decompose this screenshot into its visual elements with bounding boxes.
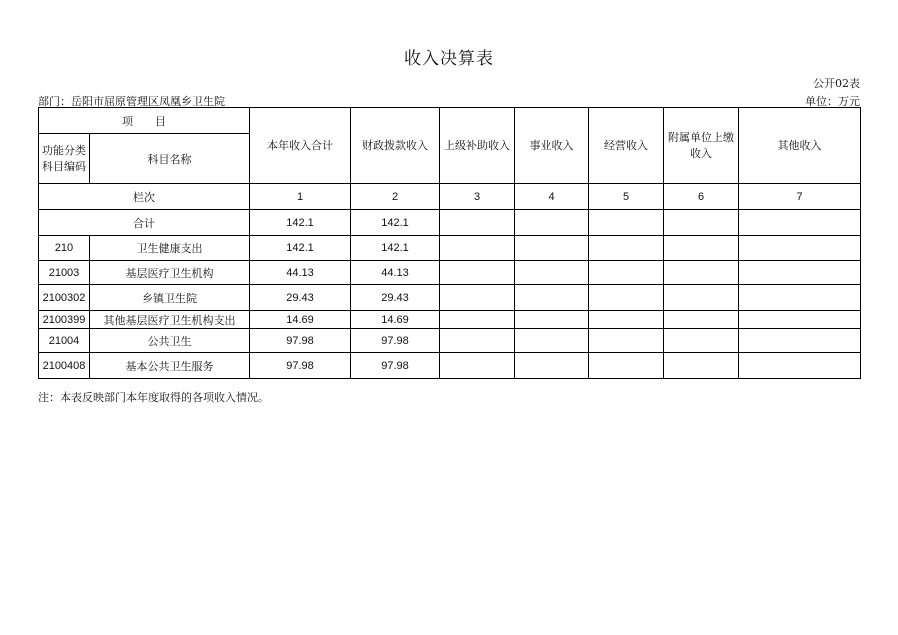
page-title: 收入决算表 (404, 49, 494, 69)
income-value: 14.69 (250, 311, 351, 329)
income-value: 29.43 (351, 285, 440, 311)
table-row (39, 261, 861, 285)
income-value (515, 261, 589, 285)
column-number: 5 (589, 184, 664, 210)
income-value (440, 236, 515, 261)
column-number: 4 (515, 184, 589, 210)
total-value: 142.1 (351, 210, 440, 236)
income-value (440, 285, 515, 311)
subject-name: 基层医疗卫生机构 (90, 261, 250, 285)
col-header: 经营收入 (589, 108, 664, 184)
subject-code: 2100302 (39, 285, 90, 311)
income-value (664, 285, 739, 311)
income-value (515, 285, 589, 311)
total-value (515, 210, 589, 236)
subject-name: 基本公共卫生服务 (90, 353, 250, 379)
col-header: 附属单位上缴收入 (664, 108, 739, 184)
income-value (440, 329, 515, 353)
income-value: 14.69 (351, 311, 440, 329)
subject-name: 乡镇卫生院 (90, 285, 250, 311)
income-final-accounts-table (38, 107, 861, 379)
income-value: 97.98 (351, 329, 440, 353)
income-value (664, 329, 739, 353)
total-value (739, 210, 861, 236)
income-value (589, 311, 664, 329)
table-row (39, 329, 861, 353)
income-value (515, 353, 589, 379)
item-header: 项 目 (39, 108, 250, 134)
income-value (515, 311, 589, 329)
income-value: 142.1 (351, 236, 440, 261)
unit-label: 单位：万元 (805, 95, 860, 108)
income-value (440, 261, 515, 285)
table-row (39, 236, 861, 261)
column-number: 3 (440, 184, 515, 210)
header-row-1 (39, 108, 861, 134)
subject-name: 卫生健康支出 (90, 236, 250, 261)
income-value (739, 261, 861, 285)
subject-code: 21004 (39, 329, 90, 353)
form-number: 公开02表 (813, 77, 860, 90)
subject-name-header: 科目名称 (90, 134, 250, 184)
column-number: 1 (250, 184, 351, 210)
total-row (39, 210, 861, 236)
income-value (739, 311, 861, 329)
income-value (739, 353, 861, 379)
column-number: 6 (664, 184, 739, 210)
income-value (739, 236, 861, 261)
subject-code: 2100408 (39, 353, 90, 379)
total-value (440, 210, 515, 236)
column-number: 2 (351, 184, 440, 210)
col-header: 上级补助收入 (440, 108, 515, 184)
total-label: 合计 (39, 210, 250, 236)
income-value (515, 236, 589, 261)
income-value: 44.13 (250, 261, 351, 285)
total-value: 142.1 (250, 210, 351, 236)
income-value: 29.43 (250, 285, 351, 311)
total-value (589, 210, 664, 236)
subject-code: 210 (39, 236, 90, 261)
table-row (39, 311, 861, 329)
income-value (664, 236, 739, 261)
income-value: 97.98 (351, 353, 440, 379)
income-value (664, 311, 739, 329)
income-value (739, 285, 861, 311)
income-value: 97.98 (250, 329, 351, 353)
income-value: 97.98 (250, 353, 351, 379)
column-number: 7 (739, 184, 861, 210)
income-value: 142.1 (250, 236, 351, 261)
department-label: 部门：岳阳市屈原管理区凤凰乡卫生院 (38, 95, 225, 108)
income-value (664, 261, 739, 285)
income-value (440, 311, 515, 329)
row-label: 栏次 (39, 184, 250, 210)
column-number-row (39, 184, 861, 210)
col-header: 财政拨款收入 (351, 108, 440, 184)
income-value (515, 329, 589, 353)
subject-name: 公共卫生 (90, 329, 250, 353)
income-value (440, 353, 515, 379)
subject-name: 其他基层医疗卫生机构支出 (90, 311, 250, 329)
income-value (664, 353, 739, 379)
income-value (589, 236, 664, 261)
income-value (589, 353, 664, 379)
income-value (589, 329, 664, 353)
table-row (39, 285, 861, 311)
income-value: 44.13 (351, 261, 440, 285)
subject-code: 2100399 (39, 311, 90, 329)
col-header: 其他收入 (739, 108, 861, 184)
func-code-header: 功能分类科目编码 (39, 134, 90, 184)
total-value (664, 210, 739, 236)
subject-code: 21003 (39, 261, 90, 285)
income-value (739, 329, 861, 353)
col-header: 本年收入合计 (250, 108, 351, 184)
income-value (589, 261, 664, 285)
table-row (39, 353, 861, 379)
col-header: 事业收入 (515, 108, 589, 184)
footnote: 注：本表反映部门本年度取得的各项收入情况。 (38, 391, 269, 404)
income-value (589, 285, 664, 311)
